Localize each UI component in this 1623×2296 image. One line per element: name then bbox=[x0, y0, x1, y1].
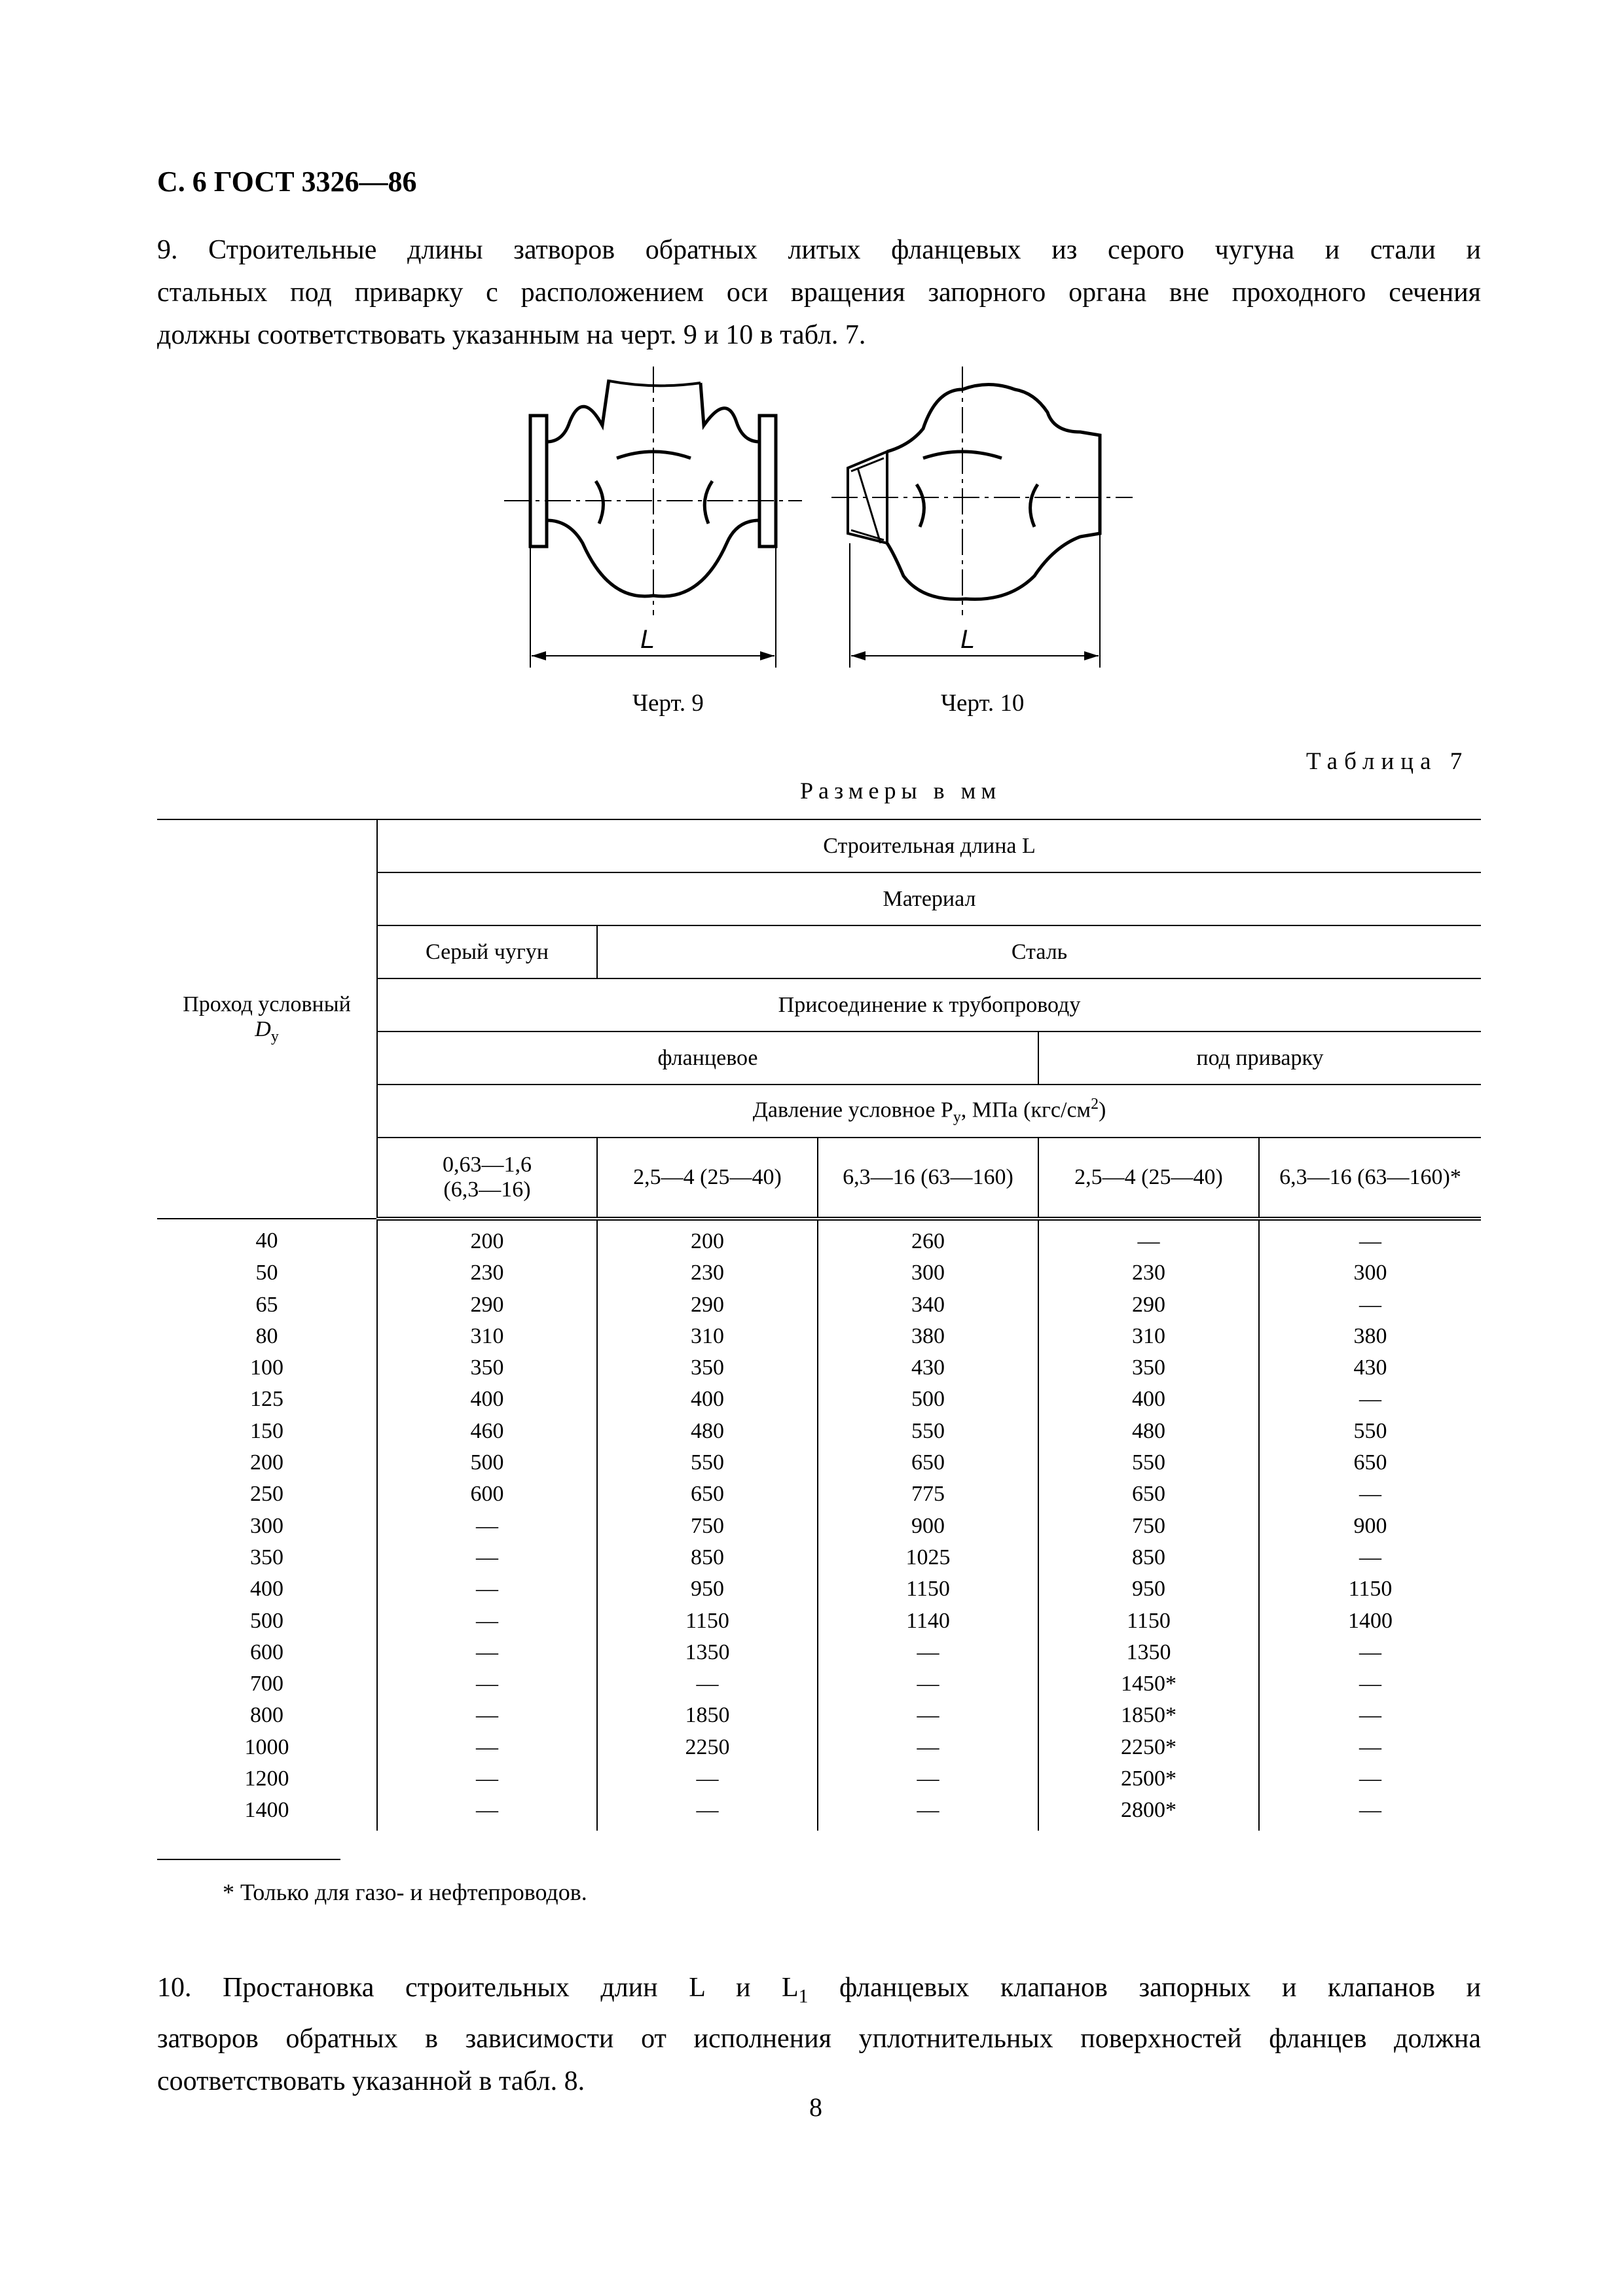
table-cell: — bbox=[377, 1700, 597, 1731]
paragraph-10-line-1 bbox=[157, 1967, 1481, 2018]
table-cell: 480 bbox=[597, 1416, 818, 1447]
paragraph-10-line-2: затворов обратных в зависимости от исполнения уплотнительных поверхностей фланцев должна bbox=[157, 2024, 1481, 2054]
header-steel: Сталь bbox=[597, 925, 1481, 978]
table-cell: — bbox=[1259, 1732, 1481, 1763]
table-cell: — bbox=[818, 1795, 1038, 1830]
table-cell: 2250 bbox=[597, 1732, 818, 1763]
paragraph-10 bbox=[157, 1967, 1481, 2103]
table-row bbox=[157, 1637, 1481, 1668]
table-cell: 230 bbox=[597, 1257, 818, 1289]
header-pressure-prefix: Давление условное P bbox=[752, 1098, 953, 1122]
valve-drawings bbox=[504, 367, 1133, 674]
table-cell: 400 bbox=[250, 1577, 283, 1602]
header-pressure-end: ) bbox=[1098, 1098, 1106, 1122]
table-row bbox=[157, 1795, 1481, 1830]
table-row bbox=[157, 1352, 1481, 1384]
table-cell: 1025 bbox=[818, 1542, 1038, 1573]
table-row bbox=[157, 1668, 1481, 1700]
table-row bbox=[157, 1384, 1481, 1415]
table-cell: — bbox=[818, 1763, 1038, 1795]
table-cell: 2500* bbox=[1038, 1763, 1259, 1795]
table-cell: 200 bbox=[597, 1219, 818, 1257]
table-cell: 230 bbox=[1038, 1257, 1259, 1289]
table-cell: — bbox=[377, 1763, 597, 1795]
header-pressure-suffix: , МПа (кгс/см bbox=[960, 1098, 1091, 1122]
header-pressure-sub: у bbox=[953, 1109, 961, 1126]
table-cell: — bbox=[1259, 1384, 1481, 1415]
table-row bbox=[157, 1479, 1481, 1510]
header-col-4: 2,5—4 (25—40) bbox=[1038, 1138, 1259, 1219]
table-cell: — bbox=[1259, 1289, 1481, 1321]
header-passage-label: Проход условный bbox=[183, 992, 351, 1017]
table-cell: 290 bbox=[597, 1289, 818, 1321]
table-cell: 1400 bbox=[1259, 1605, 1481, 1637]
drawing-9-dim-label: L bbox=[640, 625, 655, 654]
table-cell: — bbox=[377, 1511, 597, 1542]
table-cell: 310 bbox=[1038, 1321, 1259, 1352]
table-row bbox=[157, 1605, 1481, 1637]
header-passage bbox=[157, 819, 377, 1219]
table-cell: 310 bbox=[597, 1321, 818, 1352]
table-cell: 480 bbox=[1038, 1416, 1259, 1447]
table-cell: 350 bbox=[250, 1545, 283, 1570]
table-cell: — bbox=[1259, 1700, 1481, 1731]
table-cell: 260 bbox=[818, 1219, 1038, 1257]
table-cell: — bbox=[1259, 1795, 1481, 1830]
header-pressure-sup: 2 bbox=[1091, 1095, 1099, 1113]
figure-9-caption: Черт. 9 bbox=[632, 690, 704, 717]
table-cell: 900 bbox=[1259, 1511, 1481, 1542]
table-cell: 850 bbox=[597, 1542, 818, 1573]
table-cell: 750 bbox=[1038, 1511, 1259, 1542]
table-cell: 350 bbox=[1038, 1352, 1259, 1384]
table-cell: 65 bbox=[255, 1292, 278, 1317]
table-cell: 550 bbox=[1259, 1416, 1481, 1447]
table-cell: 1150 bbox=[1038, 1605, 1259, 1637]
paragraph-10-text-b: фланцевых клапанов запорных и клапанов и bbox=[808, 1973, 1481, 2003]
table-cell: — bbox=[1259, 1542, 1481, 1573]
table-cell: 430 bbox=[818, 1352, 1038, 1384]
table-cell: 340 bbox=[818, 1289, 1038, 1321]
header-welded: под приварку bbox=[1038, 1031, 1481, 1085]
table-cell: 1350 bbox=[1038, 1637, 1259, 1668]
table-cell: 300 bbox=[1259, 1257, 1481, 1289]
table-cell: 650 bbox=[1038, 1479, 1259, 1510]
table-cell: 40 bbox=[255, 1229, 278, 1253]
table-cell: 1200 bbox=[244, 1767, 289, 1791]
table-cell: 550 bbox=[1038, 1447, 1259, 1479]
table-cell: 100 bbox=[250, 1355, 283, 1380]
table-cell: — bbox=[377, 1795, 597, 1830]
drawing-9 bbox=[504, 367, 802, 668]
table-cell: — bbox=[818, 1732, 1038, 1763]
table-7 bbox=[157, 819, 1481, 1831]
table-cell: 700 bbox=[250, 1672, 283, 1696]
table-row bbox=[157, 1542, 1481, 1573]
header-material: Материал bbox=[377, 872, 1481, 925]
table-row bbox=[157, 1416, 1481, 1447]
header-passage-symbol: D bbox=[255, 1017, 271, 1042]
table-cell: — bbox=[818, 1668, 1038, 1700]
table-cell: 600 bbox=[250, 1640, 283, 1664]
drawing-10-dim-label: L bbox=[960, 625, 976, 654]
table-row bbox=[157, 1700, 1481, 1731]
table-cell: 950 bbox=[597, 1573, 818, 1605]
table-cell: 1150 bbox=[818, 1573, 1038, 1605]
paragraph-9 bbox=[157, 229, 1481, 357]
table-cell: 1350 bbox=[597, 1637, 818, 1668]
header-col-1a: 0,63—1,6 bbox=[443, 1153, 532, 1177]
table-cell: 500 bbox=[818, 1384, 1038, 1415]
drawing-10 bbox=[831, 367, 1133, 668]
table-number: Таблица 7 bbox=[1306, 748, 1469, 775]
table-cell: — bbox=[597, 1668, 818, 1700]
header-connection: Присоединение к трубопроводу bbox=[377, 978, 1481, 1031]
table-cell: 230 bbox=[377, 1257, 597, 1289]
table-cell: 150 bbox=[250, 1418, 283, 1443]
table-cell: 1150 bbox=[597, 1605, 818, 1637]
header-col-5: 6,3—16 (63—160)* bbox=[1259, 1138, 1481, 1219]
table-cell: 380 bbox=[818, 1321, 1038, 1352]
table-cell: 350 bbox=[377, 1352, 597, 1384]
header-col-3: 6,3—16 (63—160) bbox=[818, 1138, 1038, 1219]
table-cell: 200 bbox=[377, 1219, 597, 1257]
table-cell: 290 bbox=[1038, 1289, 1259, 1321]
page-header: С. 6 ГОСТ 3326—86 bbox=[157, 166, 417, 198]
table-cell: 950 bbox=[1038, 1573, 1259, 1605]
table-cell: 550 bbox=[818, 1416, 1038, 1447]
paragraph-9-line-2: стальных под приварку с расположением оси вращения запорного органа вне проходного сечения bbox=[157, 278, 1481, 308]
table-cell: 550 bbox=[597, 1447, 818, 1479]
table-row bbox=[157, 1447, 1481, 1479]
table-cell: 750 bbox=[597, 1511, 818, 1542]
table-cell: 850 bbox=[1038, 1542, 1259, 1573]
table-cell: 650 bbox=[1259, 1447, 1481, 1479]
table-row bbox=[157, 1763, 1481, 1795]
table-cell: 430 bbox=[1259, 1352, 1481, 1384]
header-length: Строительная длина L bbox=[377, 819, 1481, 872]
header-col-1 bbox=[377, 1138, 597, 1219]
paragraph-10-text-a: 10. Простановка строительных длин L и L bbox=[157, 1973, 799, 2003]
table-cell: — bbox=[1259, 1479, 1481, 1510]
header-col-2: 2,5—4 (25—40) bbox=[597, 1138, 818, 1219]
table-cell: 500 bbox=[377, 1447, 597, 1479]
table-cell: 1850* bbox=[1038, 1700, 1259, 1731]
table-row bbox=[157, 1289, 1481, 1321]
table-cell: 1850 bbox=[597, 1700, 818, 1731]
table-cell: 310 bbox=[377, 1321, 597, 1352]
table-cell: 250 bbox=[250, 1482, 283, 1507]
table-row bbox=[157, 1219, 1481, 1257]
table-cell: 1140 bbox=[818, 1605, 1038, 1637]
table-cell: 50 bbox=[255, 1261, 278, 1285]
table-cell: 300 bbox=[818, 1257, 1038, 1289]
table-cell: 900 bbox=[818, 1511, 1038, 1542]
table-cell: — bbox=[1259, 1637, 1481, 1668]
table-cell: — bbox=[818, 1700, 1038, 1731]
table-units: Размеры в мм bbox=[800, 778, 1002, 804]
table-cell: 1000 bbox=[244, 1734, 289, 1759]
paragraph-9-line-1: 9. Строительные длины затворов обратных литых фланцевых из серого чугуна и стали и bbox=[157, 235, 1481, 265]
table-cell: — bbox=[597, 1763, 818, 1795]
table-cell: — bbox=[377, 1637, 597, 1668]
table-cell: 1450* bbox=[1038, 1668, 1259, 1700]
footnote: * Только для газо- и нефтепроводов. bbox=[223, 1879, 587, 1905]
header-cast-iron: Серый чугун bbox=[377, 925, 597, 978]
table-cell: — bbox=[377, 1732, 597, 1763]
table-cell: 2250* bbox=[1038, 1732, 1259, 1763]
table-body bbox=[157, 1219, 1481, 1831]
table-cell: 800 bbox=[250, 1703, 283, 1728]
table-cell: 600 bbox=[377, 1479, 597, 1510]
table-cell: 775 bbox=[818, 1479, 1038, 1510]
footnote-rule bbox=[157, 1859, 340, 1860]
header-pressure bbox=[377, 1085, 1481, 1138]
paragraph-10-line-3: соответствовать указанной в табл. 8. bbox=[157, 2066, 585, 2097]
table-cell: — bbox=[377, 1542, 597, 1573]
table-cell: — bbox=[597, 1795, 818, 1830]
table-cell: 1150 bbox=[1259, 1573, 1481, 1605]
page-number: 8 bbox=[809, 2092, 822, 2122]
table-cell: — bbox=[1038, 1219, 1259, 1257]
figure-10-caption: Черт. 10 bbox=[941, 690, 1025, 717]
table-cell: 350 bbox=[597, 1352, 818, 1384]
table-cell: 460 bbox=[377, 1416, 597, 1447]
table-cell: 400 bbox=[377, 1384, 597, 1415]
table-cell: 500 bbox=[250, 1608, 283, 1633]
paragraph-10-sub: 1 bbox=[798, 1986, 809, 2007]
table-row bbox=[157, 1321, 1481, 1352]
table-row bbox=[157, 1511, 1481, 1542]
table-cell: 290 bbox=[377, 1289, 597, 1321]
table-row bbox=[157, 1573, 1481, 1605]
header-passage-sub: у bbox=[270, 1028, 279, 1045]
table-cell: — bbox=[1259, 1668, 1481, 1700]
header-flanged: фланцевое bbox=[377, 1031, 1038, 1085]
table-cell: 2800* bbox=[1038, 1795, 1259, 1830]
table-cell: 300 bbox=[250, 1513, 283, 1538]
table-cell: 650 bbox=[597, 1479, 818, 1510]
table-cell: 125 bbox=[250, 1387, 283, 1412]
table-cell: 200 bbox=[250, 1450, 283, 1475]
table-cell: 400 bbox=[597, 1384, 818, 1415]
table-cell: — bbox=[377, 1668, 597, 1700]
table-cell: — bbox=[377, 1573, 597, 1605]
table-row bbox=[157, 1257, 1481, 1289]
header-col-1b: (6,3—16) bbox=[443, 1177, 531, 1202]
table-cell: 80 bbox=[255, 1323, 278, 1348]
table-cell: 380 bbox=[1259, 1321, 1481, 1352]
table-cell: — bbox=[818, 1637, 1038, 1668]
table-cell: — bbox=[1259, 1763, 1481, 1795]
table-row bbox=[157, 1732, 1481, 1763]
table-cell: — bbox=[1259, 1219, 1481, 1257]
paragraph-9-line-3: должны соответствовать указанным на черт. 9 и 10 в табл. 7. bbox=[157, 320, 866, 350]
table-cell: — bbox=[377, 1605, 597, 1637]
table-cell: 1400 bbox=[244, 1798, 289, 1823]
table-cell: 650 bbox=[818, 1447, 1038, 1479]
table-cell: 400 bbox=[1038, 1384, 1259, 1415]
